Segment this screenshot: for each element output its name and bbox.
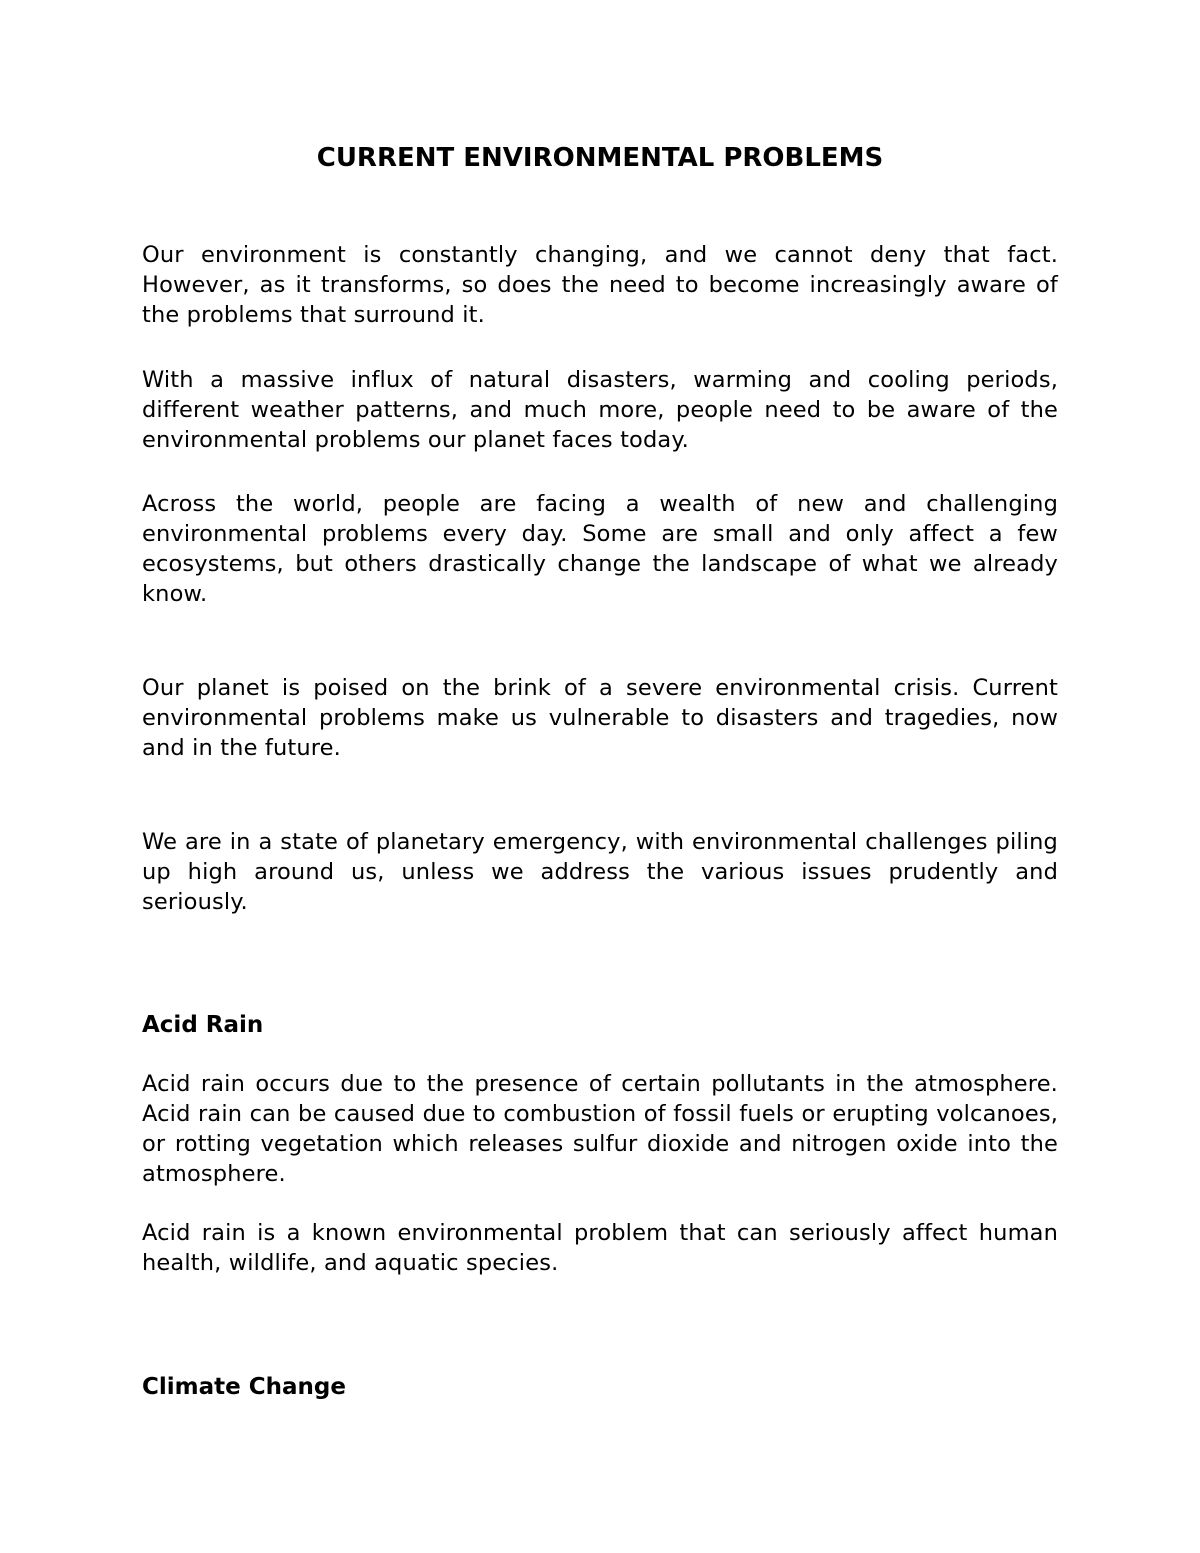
document-page: [142, 0, 1058, 1553]
intro-paragraph-4: Our planet is poised on the brink of a severe environmental crisis. Current environmental problems make us vulnerable to disasters and tragedies, now and in the future.: [142, 675, 1058, 761]
intro-paragraph-3: Across the world, people are facing a wealth of new and challenging environmental problems every day. Some are small and only affect a few ecosystems, but others drastically change the landscape of what we already know.: [142, 491, 1058, 607]
document-title: CURRENT ENVIRONMENTAL PROBLEMS: [316, 143, 884, 173]
section-heading-acid-rain: Acid Rain: [142, 1012, 264, 1038]
acid-rain-paragraph-2: Acid rain is a known environmental problem that can seriously affect human health, wildlife, and aquatic species.: [142, 1220, 1058, 1276]
acid-rain-paragraph-1: Acid rain occurs due to the presence of certain pollutants in the atmosphere. Acid rain can be caused due to combustion of fossil fuels or erupting volcanoes, or rotting vegetation which releases sulfur dioxide and nitrogen oxide into the atmosphere.: [142, 1071, 1058, 1187]
intro-paragraph-5: We are in a state of planetary emergency, with environmental challenges piling up high around us, unless we address the various issues prudently and seriously.: [142, 829, 1058, 915]
intro-paragraph-2: With a massive influx of natural disasters, warming and cooling periods, different weather patterns, and much more, people need to be aware of the environmental problems our planet faces today.: [142, 367, 1058, 453]
section-heading-climate-change: Climate Change: [142, 1374, 346, 1400]
intro-paragraph-1: Our environment is constantly changing, and we cannot deny that fact. However, as it transforms, so does the need to become increasingly aware of the problems that surround it.: [142, 242, 1058, 328]
